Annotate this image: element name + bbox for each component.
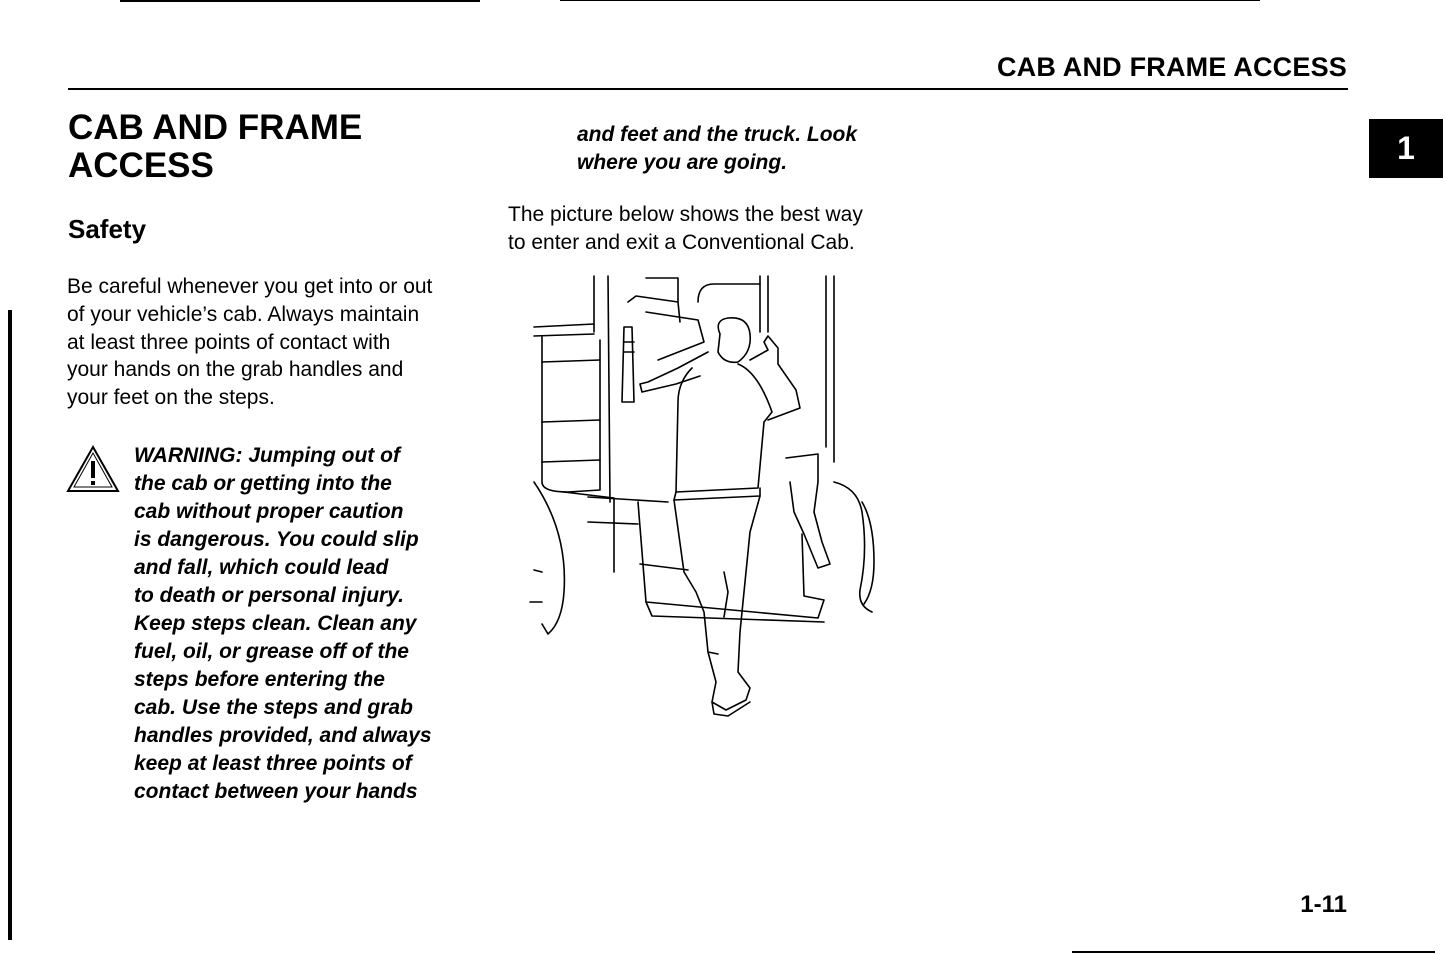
page-number: 1-11 bbox=[1300, 891, 1347, 918]
bottom-scan-edge bbox=[1072, 951, 1435, 953]
scan-left-edge bbox=[8, 310, 12, 940]
running-header-title: CAB AND FRAME ACCESS bbox=[996, 52, 1347, 82]
section-title: CAB AND FRAME ACCESS bbox=[68, 108, 363, 185]
warning-text: WARNING: Jumping out of the cab or getting into the cab without proper caution is dangerous. You could slip and fall, which could lead to death or personal injury. Keep steps clean. Clean any fuel, oil, or grease off of the steps before entering the cab. Use the steps and grab handles provided, and always keep at least three points of contact between your hands bbox=[134, 444, 432, 803]
warning-text-continued: and feet and the truck. Look where you are going. bbox=[577, 123, 858, 174]
safety-paragraph: Be careful whenever you get into or out of your vehicle’s cab. Always maintain at least three points of contact with your hands on the grab handles and your feet on the steps. bbox=[67, 275, 433, 410]
subsection-title: Safety bbox=[68, 214, 147, 244]
cab-entry-illustration bbox=[528, 272, 888, 722]
warning-triangle-icon bbox=[66, 444, 120, 494]
figure-intro-paragraph: The picture below shows the best way to enter and exit a Conventional Cab. bbox=[508, 203, 863, 254]
scan-top-edge bbox=[0, 0, 1445, 3]
chapter-tab: 1 bbox=[1369, 119, 1443, 178]
header-rule bbox=[68, 88, 1348, 90]
